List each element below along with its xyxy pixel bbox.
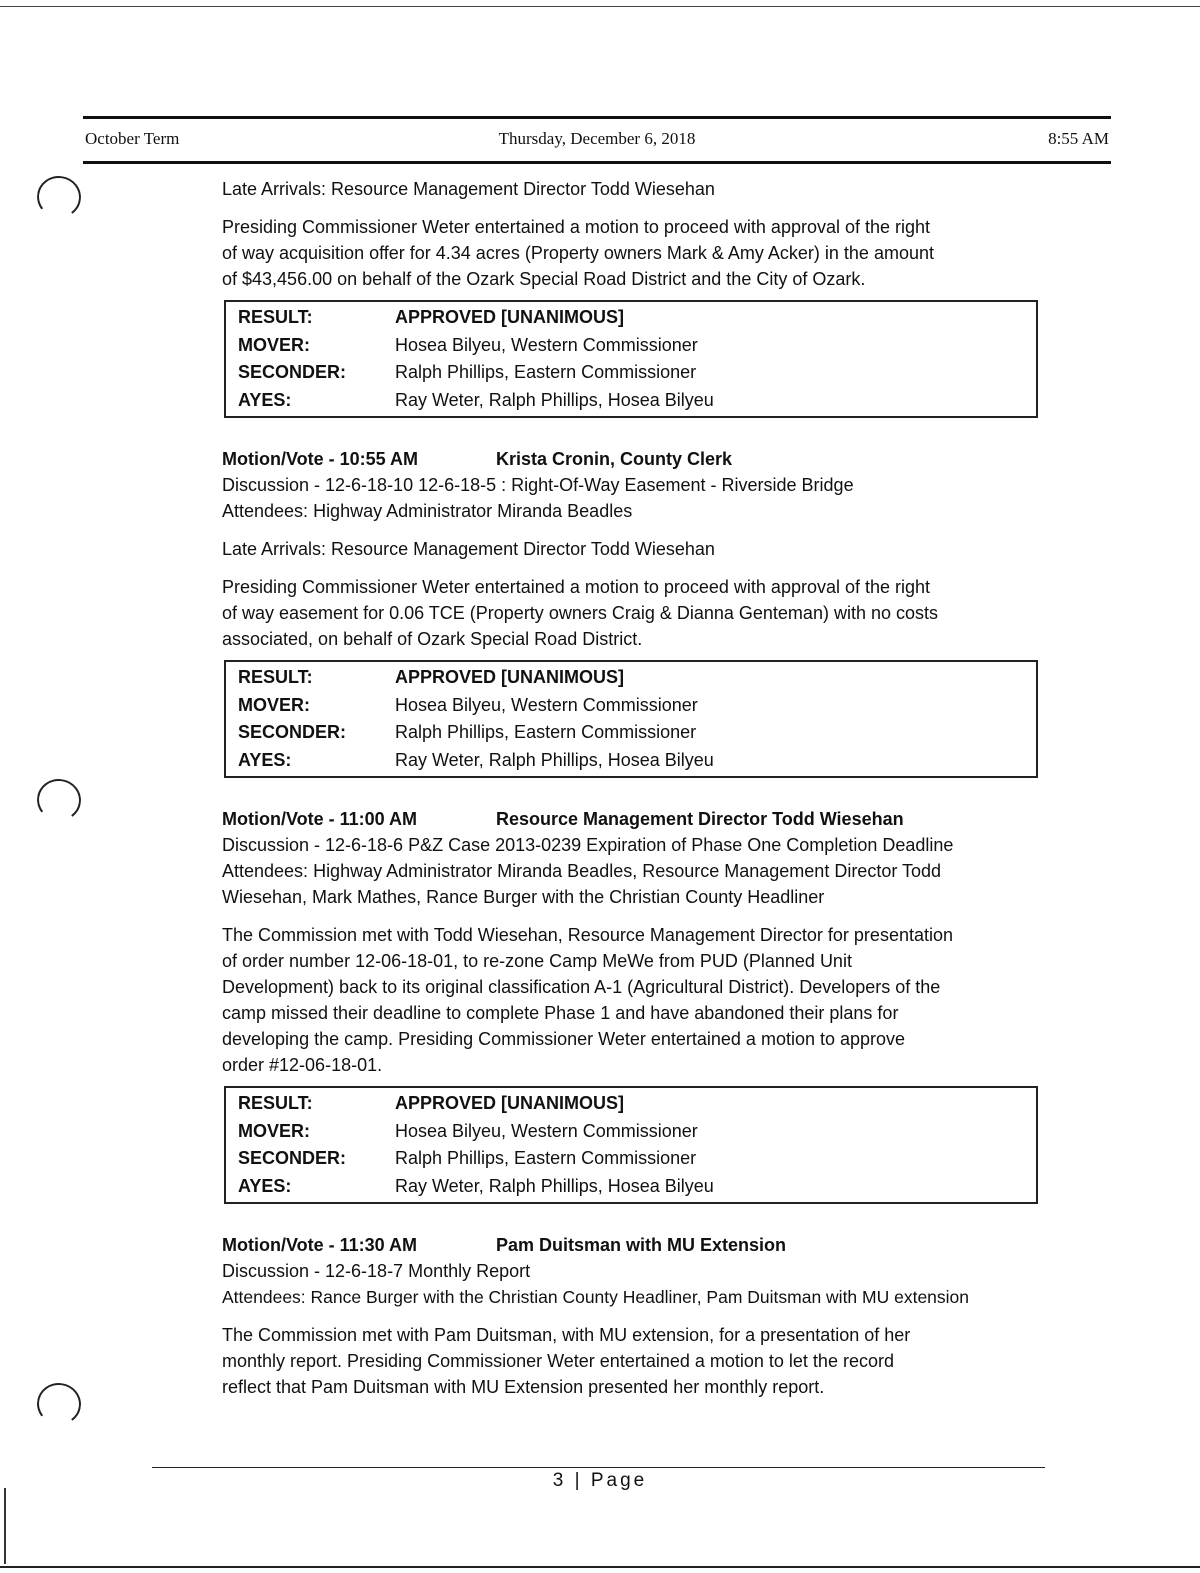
paragraph-line: of $43,456.00 on behalf of the Ozark Special Road District and the City of Ozark.: [222, 269, 866, 289]
seconder-label: SECONDER:: [238, 722, 347, 742]
ayes-value: Ray Weter, Ralph Phillips, Hosea Bilyeu: [395, 389, 714, 410]
minutes-body: [222, 176, 1052, 1400]
mover-label: MOVER:: [238, 694, 310, 715]
paragraph-line: The Commission met with Pam Duitsman, with MU extension, for a presentation of her: [222, 1325, 911, 1345]
binder-hole-2: [34, 776, 83, 824]
late-arrivals: Late Arrivals: Resource Management Director Todd Wiesehan: [222, 179, 715, 199]
ayes-value: Ray Weter, Ralph Phillips, Hosea Bilyeu: [395, 1175, 714, 1196]
header-term: October Term: [85, 129, 180, 148]
mover-value: Hosea Bilyeu, Western Commissioner: [395, 334, 698, 355]
motion-time: Motion/Vote - 10:55 AM: [222, 449, 419, 469]
attendees-line: Wiesehan, Mark Mathes, Rance Burger with the Christian County Headliner: [222, 887, 825, 907]
paragraph-line: monthly report. Presiding Commissioner Weter entertained a motion to let the record: [222, 1351, 894, 1371]
paragraph-line: reflect that Pam Duitsman with MU Extension presented her monthly report.: [222, 1377, 825, 1397]
paragraph-line: Presiding Commissioner Weter entertained a motion to proceed with approval of the right: [222, 577, 931, 597]
attendees: Attendees: Highway Administrator Miranda Beadles: [222, 501, 633, 521]
result-label: RESULT:: [238, 307, 313, 327]
motion-heading: [222, 446, 1052, 472]
motion-presenter: Pam Duitsman with MU Extension: [496, 1235, 787, 1255]
mover-label: MOVER:: [238, 334, 310, 355]
paragraph-line: The Commission met with Todd Wiesehan, Resource Management Director for presentation: [222, 925, 953, 945]
result-label: RESULT:: [238, 1093, 313, 1113]
paragraph-line: of way acquisition offer for 4.34 acres (Property owners Mark & Amy Acker) in the amount: [222, 243, 934, 263]
mover-value: Hosea Bilyeu, Western Commissioner: [395, 694, 698, 715]
discussion: Discussion - 12-6-18-10 12-6-18-5 : Right-Of-Way Easement - Riverside Bridge: [222, 475, 854, 495]
paragraph-line: associated, on behalf of Ozark Special Road District.: [222, 629, 643, 649]
motion-paragraph: [222, 574, 1052, 652]
seconder-value: Ralph Phillips, Eastern Commissioner: [395, 1148, 697, 1168]
paragraph-line: of order number 12-06-18-01, to re-zone Camp MeWe from PUD (Planned Unit: [222, 951, 852, 971]
header-date: Thursday, December 6, 2018: [498, 129, 696, 148]
paragraph-line: order #12-06-18-01.: [222, 1055, 383, 1075]
paragraph-line: Development) back to its original classification A-1 (Agricultural District). Developers of the: [222, 977, 941, 997]
mover-value: Hosea Bilyeu, Western Commissioner: [395, 1120, 698, 1141]
motion-presenter: Resource Management Director Todd Wiesehan: [496, 809, 904, 829]
vote-result-box: [224, 1086, 1038, 1204]
page-header: [83, 116, 1111, 164]
paragraph-line: of way easement for 0.06 TCE (Property owners Craig & Dianna Genteman) with no costs: [222, 603, 938, 623]
mover-label: MOVER:: [238, 1120, 310, 1141]
discussion: Discussion - 12-6-18-6 P&Z Case 2013-0239 Expiration of Phase One Completion Deadline: [222, 835, 954, 855]
result-value: APPROVED [UNANIMOUS]: [395, 667, 625, 687]
binder-hole-1: [34, 173, 83, 221]
motion-time: Motion/Vote - 11:00 AM: [222, 809, 418, 829]
scan-top-edge: [0, 6, 1200, 7]
motion-presenter: Krista Cronin, County Clerk: [496, 449, 733, 469]
motion-time: Motion/Vote - 11:30 AM: [222, 1235, 418, 1255]
attendees: Attendees: Rance Burger with the Christian County Headliner, Pam Duitsman with MU extension: [222, 1287, 970, 1307]
attendees: [222, 858, 1052, 910]
ayes-label: AYES:: [238, 389, 292, 410]
paragraph-line: Presiding Commissioner Weter entertained a motion to proceed with approval of the right: [222, 217, 931, 237]
binder-hole-3: [34, 1380, 83, 1428]
motion-heading: [222, 1232, 1052, 1258]
late-arrivals: Late Arrivals: Resource Management Director Todd Wiesehan: [222, 539, 715, 559]
result-value: APPROVED [UNANIMOUS]: [395, 1093, 625, 1113]
page-number: 3 | Page: [552, 1470, 648, 1491]
result-label: RESULT:: [238, 667, 313, 687]
seconder-value: Ralph Phillips, Eastern Commissioner: [395, 362, 697, 382]
seconder-label: SECONDER:: [238, 1148, 347, 1168]
paragraph-line: developing the camp. Presiding Commissioner Weter entertained a motion to approve: [222, 1029, 906, 1049]
scan-bottom-edge: [0, 1566, 1200, 1568]
header-time: 8:55 AM: [1048, 129, 1109, 148]
footer-rule: [152, 1467, 1045, 1468]
ayes-label: AYES:: [238, 749, 292, 770]
attendees-line: Attendees: Highway Administrator Miranda Beadles, Resource Management Director Todd: [222, 861, 942, 881]
motion-paragraph: [222, 922, 1052, 1078]
seconder-value: Ralph Phillips, Eastern Commissioner: [395, 722, 697, 742]
vote-result-box: [224, 660, 1038, 778]
seconder-label: SECONDER:: [238, 362, 347, 382]
ayes-label: AYES:: [238, 1175, 292, 1196]
discussion: Discussion - 12-6-18-7 Monthly Report: [222, 1261, 531, 1281]
ayes-value: Ray Weter, Ralph Phillips, Hosea Bilyeu: [395, 749, 714, 770]
motion-paragraph: [222, 214, 1052, 292]
paragraph-line: camp missed their deadline to complete Phase 1 and have abandoned their plans for: [222, 1003, 899, 1023]
result-value: APPROVED [UNANIMOUS]: [395, 307, 625, 327]
scan-margin-mark: [4, 1488, 6, 1564]
motion-heading: [222, 806, 1052, 832]
motion-paragraph: [222, 1322, 1052, 1400]
vote-result-box: [224, 300, 1038, 418]
